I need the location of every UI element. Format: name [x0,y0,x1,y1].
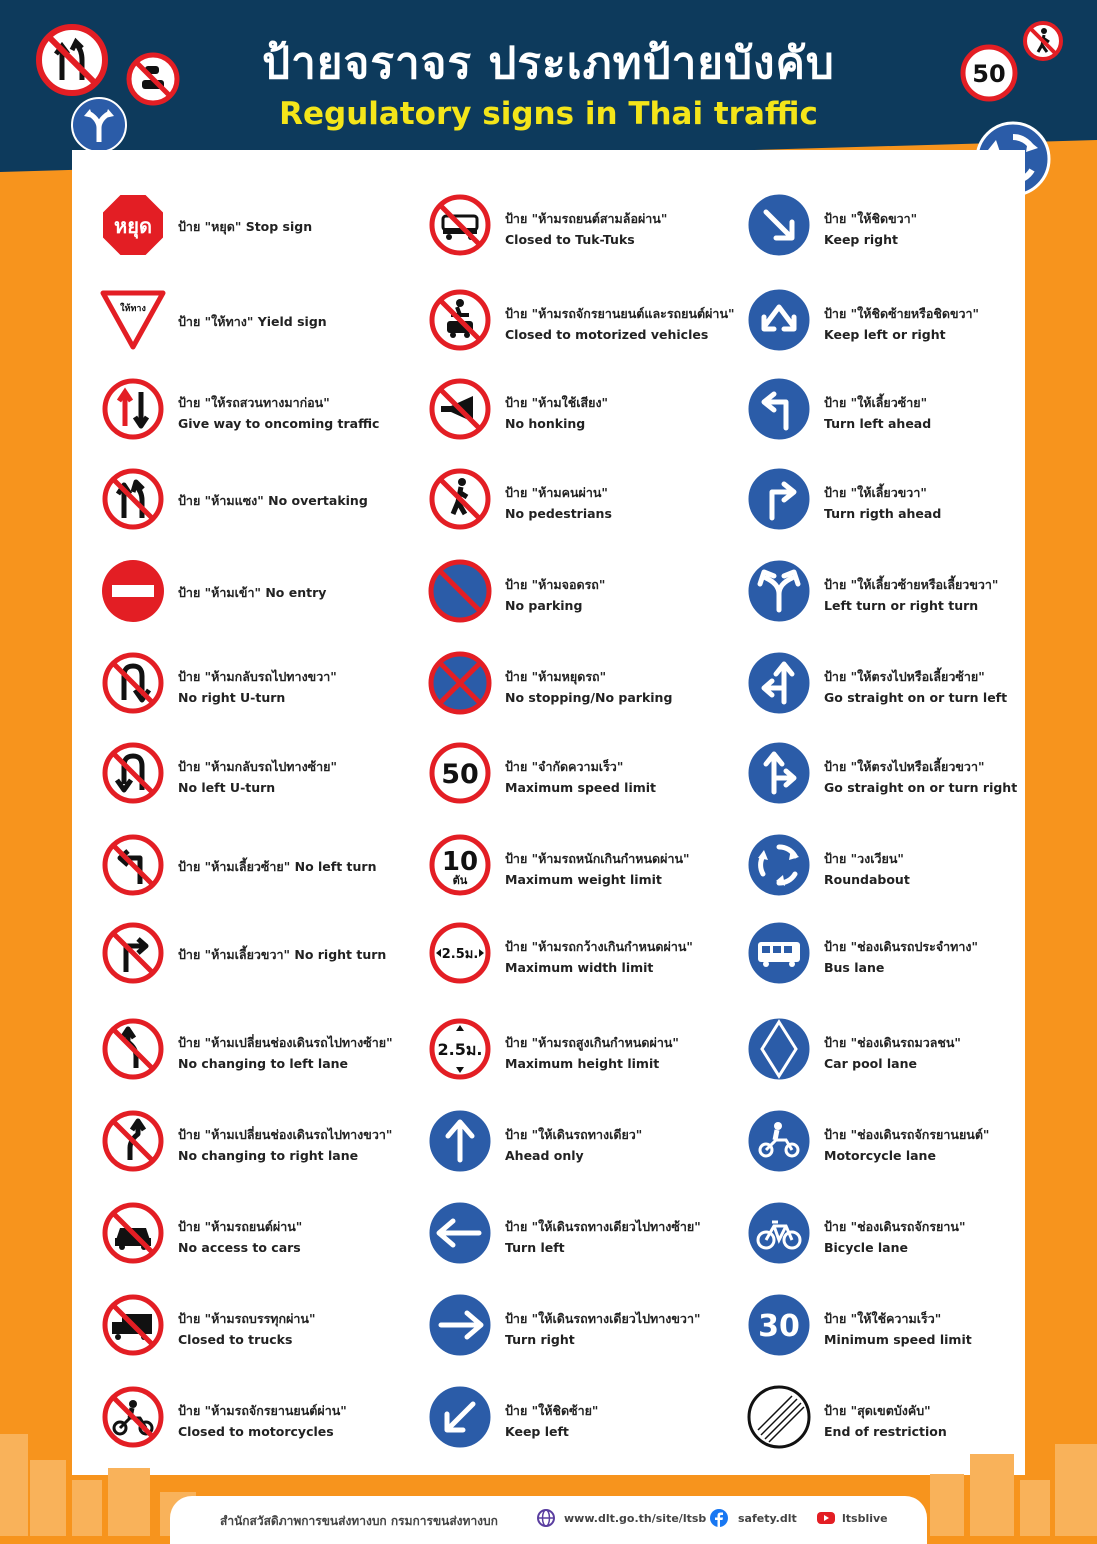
svg-text:ให้ทาง: ให้ทาง [120,304,146,314]
sign-english-name: Turn left [505,1240,565,1255]
ahead-only-icon [427,1108,493,1174]
no-parking-icon [427,558,493,624]
sign-thai-name: ป้าย "สุดเขตบังคับ" [824,1403,931,1418]
sign-english-name: No right U-turn [178,690,286,705]
no-right-turn-icon [100,920,166,986]
sign-thai-name: ป้าย "ห้ามเลี้ยวซ้าย" No left turn [178,859,377,874]
sign-thai-name: ป้าย "ให้ตรงไปหรือเลี้ยวขวา" [824,759,985,774]
sign-english-name: Keep left or right [824,327,946,342]
page-title-english: Regulatory signs in Thai traffic [279,96,818,132]
sign-thai-name: ป้าย "ห้ามรถหนักเกินกำหนดผ่าน" [505,851,690,866]
sign-english-name: No parking [505,598,583,613]
footer-organization: สำนักสวัสดิภาพการขนส่งทางบก กรมการขนส่งทางบก [220,1514,498,1528]
sign-thai-name: ป้าย "ห้ามเปลี่ยนช่องเดินรถไปทางขวา" [178,1127,393,1142]
sign-label [178,944,418,965]
sign-label [824,1216,1064,1258]
sign-thai-name: ป้าย "ห้ามใช้เสียง" [505,395,609,410]
max-height-icon [427,1016,493,1082]
sign-label [505,756,745,798]
sign-label [824,666,1064,708]
sign-label [505,208,745,250]
svg-text:2.5ม.: 2.5ม. [437,1040,483,1059]
sign-thai-name: ป้าย "ให้ตรงไปหรือเลี้ยวซ้าย" [824,669,985,684]
sign-english-name: Turn right [505,1332,575,1347]
sign-thai-name: ป้าย "ห้ามเปลี่ยนช่องเดินรถไปทางซ้าย" [178,1035,393,1050]
sign-thai-name: ป้าย "ห้ามรถกว้างเกินกำหนดผ่าน" [505,939,693,954]
sign-thai-name: ป้าย "ห้ามรถจักรยานยนต์ผ่าน" [178,1403,347,1418]
sign-thai-name: ป้าย "ห้ามรถจักรยานยนต์และรถยนต์ผ่าน" [505,306,735,321]
sign-english-name: Keep right [824,232,898,247]
keep-left-or-right-icon [746,287,812,353]
no-left-lane-change-icon [100,1016,166,1082]
sign-thai-name: ป้าย "ห้ามจอดรถ" [505,577,606,592]
sign-label [824,482,1064,524]
max-weight-icon [427,832,493,898]
sign-label [824,1124,1064,1166]
roundabout-icon [746,832,812,898]
sign-label [178,216,418,237]
no-motorized-vehicles-icon [427,287,493,353]
sign-english-name: No honking [505,416,586,431]
sign-thai-name: ป้าย "ห้ามกลับรถไปทางซ้าย" [178,759,338,774]
no-honking-icon [427,376,493,442]
sign-english-name: Maximum height limit [505,1056,660,1071]
no-right-lane-change-icon [100,1108,166,1174]
sign-english-name: No access to cars [178,1240,301,1255]
sign-label [178,856,418,877]
sign-english-name: Closed to trucks [178,1332,293,1347]
sign-english-name: Ahead only [505,1148,584,1163]
facebook-icon [710,1509,728,1527]
no-stopping-icon [427,650,493,716]
sign-english-name: Minimum speed limit [824,1332,972,1347]
sign-thai-name: ป้าย "ช่องเดินรถมวลชน" [824,1035,961,1050]
sign-thai-name: ป้าย "ช่องเดินรถจักรยาน" [824,1219,966,1234]
sign-label [178,1308,418,1350]
sign-thai-name: ป้าย "ให้ชิดขวา" [824,211,918,226]
footer-facebook-link[interactable]: safety.dlt [738,1512,797,1525]
sign-thai-name: ป้าย "ให้ทาง" Yield sign [178,314,327,329]
bicycle-lane-icon [746,1200,812,1266]
sign-english-name: Maximum width limit [505,960,654,975]
sign-thai-name: ป้าย "ให้ชิดซ้ายหรือชิดขวา" [824,306,980,321]
sign-english-name: No stopping/No parking [505,690,673,705]
sign-label [824,848,1064,890]
sign-english-name: No left U-turn [178,780,276,795]
sign-label [505,482,745,524]
stop-sign-icon [100,192,166,258]
sign-english-name: Go straight on or turn right [824,780,1018,795]
corner-speed-text: 50 [972,60,1006,88]
sign-thai-name: ป้าย "หยุด" Stop sign [178,219,313,234]
yield-sign-icon [100,287,166,353]
one-way-right-icon [427,1292,493,1358]
straight-or-left-icon [746,650,812,716]
no-motorized-deco-icon [126,52,180,106]
no-pedestrians-icon [427,466,493,532]
car-pool-lane-icon [746,1016,812,1082]
sign-label [178,1032,418,1074]
sign-label [178,392,418,434]
sign-label [505,666,745,708]
sign-thai-name: ป้าย "ให้เลี้ยวซ้ายหรือเลี้ยวขวา" [824,577,999,592]
footer-website-link[interactable]: www.dlt.go.th/site/ltsb [564,1512,707,1525]
sign-label [178,666,418,708]
sign-thai-name: ป้าย "ให้เดินรถทางเดียว" [505,1127,643,1142]
no-left-turn-icon [100,832,166,898]
turn-left-ahead-icon [746,376,812,442]
sign-label [505,1216,745,1258]
sign-label [824,936,1064,978]
sign-label [505,303,745,345]
sign-thai-name: ป้าย "ให้ชิดซ้าย" [505,1403,599,1418]
sign-label [824,1308,1064,1350]
svg-text:30: 30 [758,1309,800,1344]
sign-english-name: Car pool lane [824,1056,917,1071]
footer-youtube-link[interactable]: ltsblive [842,1512,888,1525]
sign-english-name: Go straight on or turn left [824,690,1008,705]
max-width-icon [427,920,493,986]
sign-thai-name: ป้าย "ห้ามหยุดรถ" [505,669,607,684]
sign-label [824,208,1064,250]
sign-english-name: Turn left ahead [824,416,932,431]
sign-english-name: Bus lane [824,960,885,975]
sign-english-name: Turn rigth ahead [824,506,942,521]
straight-or-right-icon [746,740,812,806]
sign-thai-name: ป้าย "ให้ใช้ความเร็ว" [824,1311,942,1326]
no-trucks-icon [100,1292,166,1358]
sign-label [178,756,418,798]
no-tuk-tuk-icon [427,192,493,258]
sign-label [178,311,418,332]
sign-thai-name: ป้าย "ให้เดินรถทางเดียวไปทางซ้าย" [505,1219,701,1234]
sign-english-name: No changing to right lane [178,1148,359,1163]
no-entry-icon [100,558,166,624]
sign-label [505,392,745,434]
sign-label [505,574,745,616]
svg-text:ตัน: ตัน [452,874,468,887]
page-title-thai: ป้ายจราจร ประเภทป้ายบังคับ [262,38,835,89]
sign-thai-name: ป้าย "ห้ามรถยนต์สามล้อผ่าน" [505,211,668,226]
sign-english-name: Keep left [505,1424,569,1439]
no-overtaking-deco-icon [36,24,108,96]
svg-text:10: 10 [441,847,479,877]
sign-thai-name: ป้าย "ห้ามกลับรถไปทางขวา" [178,669,337,684]
sign-thai-name: ป้าย "ห้ามรถบรรทุกผ่าน" [178,1311,316,1326]
sign-label [824,1032,1064,1074]
sign-english-name: Closed to Tuk-Tuks [505,232,635,247]
bus-lane-icon [746,920,812,986]
sign-thai-name: ป้าย "ห้ามเลี้ยวขวา" No right turn [178,947,387,962]
sign-label [824,303,1064,345]
sign-thai-name: ป้าย "จำกัดความเร็ว" [505,759,624,774]
no-left-u-turn-icon [100,740,166,806]
sign-english-name: Maximum speed limit [505,780,657,795]
turn-right-ahead-icon [746,466,812,532]
sign-thai-name: ป้าย "ให้รถสวนทางมาก่อน" [178,395,330,410]
give-way-oncoming-icon [100,376,166,442]
sign-thai-name: ป้าย "ช่องเดินรถประจำทาง" [824,939,979,954]
sign-label [824,574,1064,616]
sign-label [178,582,418,603]
sign-english-name: Maximum weight limit [505,872,662,887]
sign-english-name: Bicycle lane [824,1240,908,1255]
sign-label [178,1216,418,1258]
sign-thai-name: ป้าย "ห้ามแซง" No overtaking [178,493,368,508]
sign-thai-name: ป้าย "ห้ามรถยนต์ผ่าน" [178,1219,303,1234]
sign-english-name: Motorcycle lane [824,1148,936,1163]
sign-english-name: No pedestrians [505,506,612,521]
sign-thai-name: ป้าย "ให้เดินรถทางเดียวไปทางขวา" [505,1311,701,1326]
keep-right-icon [746,192,812,258]
left-or-right-turn-icon [746,558,812,624]
sign-label [824,392,1064,434]
speed-50-deco-icon [960,44,1018,102]
sign-thai-name: ป้าย "ช่องเดินรถจักรยานยนต์" [824,1127,990,1142]
motorcycle-lane-icon [746,1108,812,1174]
svg-text:2.5ม.: 2.5ม. [441,947,479,962]
globe-icon [537,1509,555,1527]
no-cars-icon [100,1200,166,1266]
sign-english-name: No changing to left lane [178,1056,349,1071]
sign-english-name: End of restriction [824,1424,947,1439]
sign-english-name: Left turn or right turn [824,598,979,613]
sign-label [505,848,745,890]
max-speed-icon [427,740,493,806]
sign-label [505,936,745,978]
no-pedestrian-deco-icon [1022,20,1064,62]
sign-english-name: Roundabout [824,872,910,887]
no-right-u-turn-icon [100,650,166,716]
sign-thai-name: ป้าย "ห้ามรถสูงเกินกำหนดผ่าน" [505,1035,679,1050]
sign-label [178,490,418,511]
sign-english-name: Give way to oncoming traffic [178,416,380,431]
sign-label [505,1124,745,1166]
sign-thai-name: ป้าย "ห้ามเข้า" No entry [178,585,327,600]
youtube-icon [817,1509,835,1527]
svg-text:50: 50 [441,759,479,790]
sign-label [505,1032,745,1074]
sign-thai-name: ป้าย "วงเวียน" [824,851,904,866]
sign-label [178,1124,418,1166]
signs-panel [72,150,1025,1475]
fork-deco-icon [70,96,128,154]
sign-label [505,1308,745,1350]
sign-english-name: Closed to motorcycles [178,1424,334,1439]
no-overtaking-icon [100,466,166,532]
sign-thai-name: ป้าย "ให้เลี้ยวขวา" [824,485,927,500]
sign-label [824,756,1064,798]
footer-bar [170,1496,927,1544]
sign-english-name: Closed to motorized vehicles [505,327,709,342]
one-way-left-icon [427,1200,493,1266]
sign-thai-name: ป้าย "ให้เลี้ยวซ้าย" [824,395,928,410]
sign-thai-name: ป้าย "ห้ามคนผ่าน" [505,485,608,500]
min-speed-icon [746,1292,812,1358]
svg-text:หยุด: หยุด [114,214,152,238]
